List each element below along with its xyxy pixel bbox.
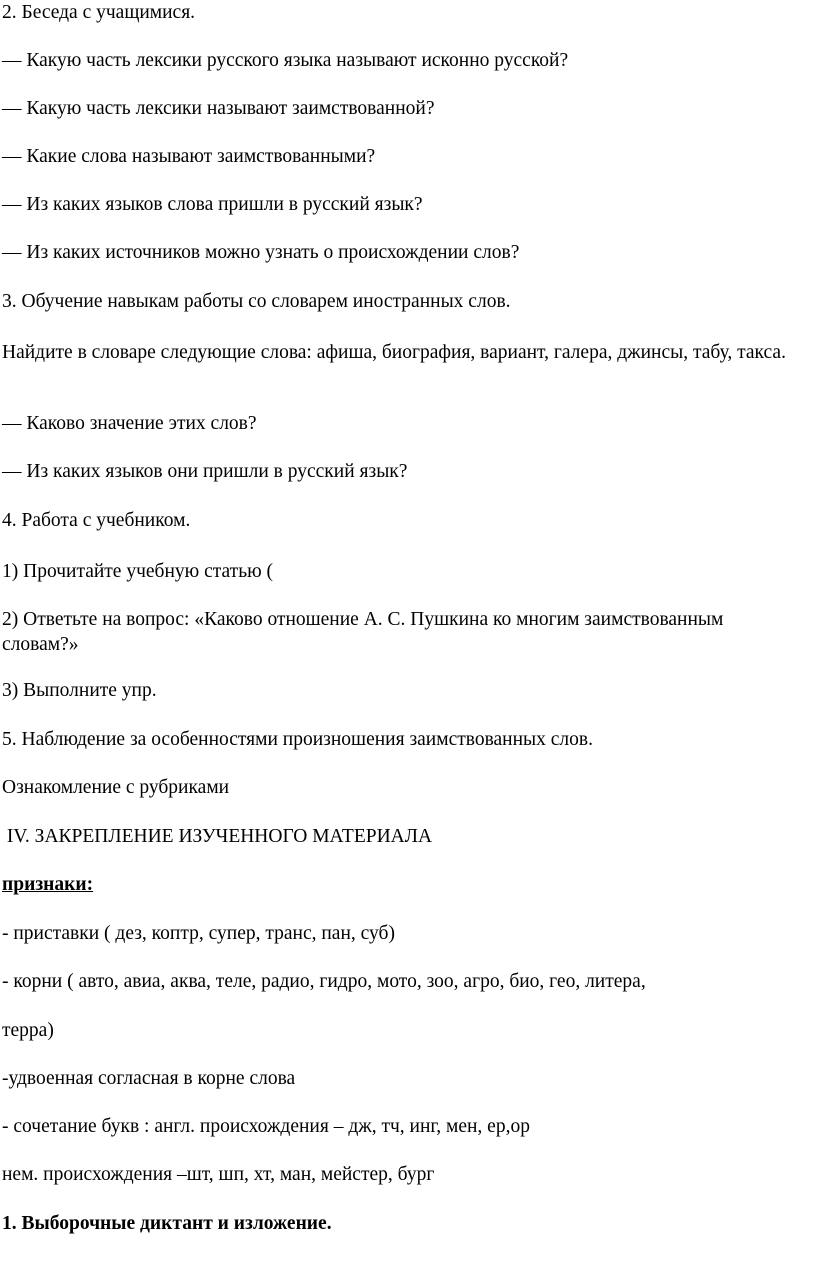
question-word-languages: — Из каких языков они пришли в русский язык? bbox=[2, 461, 408, 482]
task-answer-question: 2) Ответьте на вопрос: «Каково отношение А. С. Пушкина ко многим заимствованным словам?» bbox=[2, 609, 724, 655]
feature-roots-continued: терра) bbox=[2, 1020, 54, 1041]
question-word-meaning: — Каково значение этих слов? bbox=[2, 413, 257, 434]
section-heading-dictation: 1. Выборочные диктант и изложение. bbox=[2, 1213, 332, 1234]
section-heading-conversation: 2. Беседа с учащимися. bbox=[2, 2, 196, 23]
feature-letter-combinations-english: - сочетание букв : англ. происхождения – дж, тч, инг, мен, ер,ор bbox=[2, 1116, 530, 1137]
features-heading: признаки: bbox=[2, 874, 94, 895]
question-borrowed-words: — Какие слова называют заимствованными? bbox=[2, 146, 376, 167]
question-source-languages: — Из каких языков слова пришли в русский язык? bbox=[2, 194, 423, 215]
question-borrowed-lexicon: — Какую часть лексики называют заимствованной? bbox=[2, 98, 435, 119]
section-heading-textbook: 4. Работа с учебником. bbox=[2, 510, 191, 531]
feature-prefixes: - приставки ( дез, коптр, супер, транс, пан, суб) bbox=[2, 923, 395, 944]
feature-roots: - корни ( авто, авиа, аква, теле, радио, гидро, мото, зоо, агро, био, гео, литера, bbox=[2, 971, 646, 992]
question-native-lexicon: — Какую часть лексики русского языка называют исконно русской? bbox=[2, 50, 569, 71]
section-heading-dictionary: 3. Обучение навыкам работы со словарем иностранных слов. bbox=[2, 291, 511, 312]
task-find-words: Найдите в словаре следующие слова: афиша, биография, вариант, галера, джинсы, табу, такса. bbox=[2, 342, 786, 363]
section-heading-pronunciation: 5. Наблюдение за особенностями произношения заимствованных слов. bbox=[2, 729, 593, 750]
rubrics-intro: Ознакомление с рубриками bbox=[2, 777, 230, 798]
task-read-article: 1) Прочитайте учебную статью ( bbox=[2, 561, 274, 582]
task-do-exercise: 3) Выполните упр. bbox=[2, 680, 157, 701]
feature-double-consonant: -удвоенная согласная в корне слова bbox=[2, 1068, 296, 1089]
question-origin-sources: — Из каких источников можно узнать о происхождении слов? bbox=[2, 242, 520, 263]
section-heading-consolidation: IV. ЗАКРЕПЛЕНИЕ ИЗУЧЕННОГО МАТЕРИАЛА bbox=[2, 826, 433, 847]
feature-letter-combinations-german: нем. происхождения –шт, шп, хт, ман, мейстер, бург bbox=[2, 1164, 435, 1185]
